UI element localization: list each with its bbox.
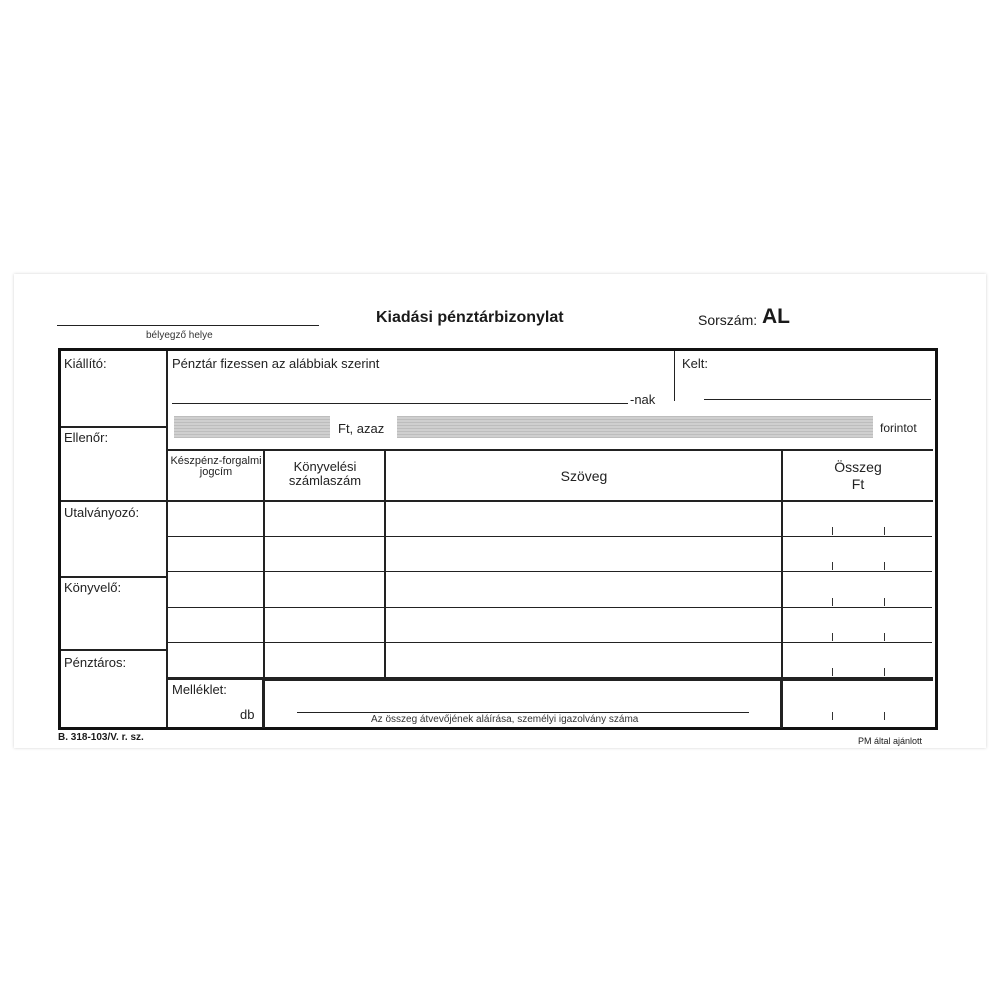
date-label: Kelt:: [682, 356, 709, 371]
amount-tick: [884, 562, 885, 570]
signature-area-right: [780, 678, 783, 728]
issuer-label: Kiállító:: [64, 356, 107, 371]
table-row-line: [168, 536, 932, 537]
amount-tick: [832, 712, 833, 720]
left-divider-2: [61, 500, 167, 502]
form-outer-frame: [58, 348, 938, 730]
date-box-divider: [674, 351, 675, 401]
amount-tick: [832, 598, 833, 606]
cash-voucher-form: [14, 274, 986, 748]
signature-caption: Az összeg átvevőjének aláírása, személyi igazolvány száma: [371, 714, 639, 725]
col-text-label: Szöveg: [560, 468, 608, 484]
cashier-label: Pénztáros:: [64, 655, 127, 670]
amount-tick: [884, 527, 885, 535]
amount-tick: [884, 633, 885, 641]
payee-suffix: -nak: [630, 392, 656, 407]
col-account-line1: Könyvelési: [293, 459, 357, 474]
payee-line: [172, 403, 628, 404]
signature-line: [297, 712, 749, 713]
stamp-line: [57, 325, 319, 326]
col-text-header: [386, 469, 782, 483]
amount-label: Ft, azaz: [338, 421, 385, 436]
left-divider-4: [61, 649, 167, 651]
col-account-line2: számlaszám: [288, 473, 362, 488]
col-amount-line1: Összeg: [834, 459, 882, 475]
form-code: B. 318-103/V. r. sz.: [58, 732, 144, 743]
table-header-border: [167, 500, 933, 502]
amount-words-suffix: forintot: [880, 421, 917, 435]
left-column-divider: [166, 351, 168, 727]
col-amount-header: [783, 459, 933, 493]
date-line: [704, 399, 931, 400]
form-title: Kiadási pénztárbizonylat: [376, 309, 564, 326]
col-cash-title-header: [170, 456, 262, 478]
serial-label: Sorszám:: [698, 312, 758, 328]
checker-label: Ellenőr:: [64, 430, 109, 445]
amount-tick: [832, 562, 833, 570]
left-divider-1: [61, 426, 167, 428]
amount-tick: [832, 527, 833, 535]
col-account-header: [266, 460, 384, 488]
amount-words-field[interactable]: [397, 416, 873, 438]
signature-area-top: [263, 678, 783, 681]
table-row-line: [168, 607, 932, 608]
col-amount-line2: Ft: [851, 476, 865, 492]
payment-instruction: Pénztár fizessen az alábbiak szerint: [172, 356, 380, 371]
left-divider-3: [61, 576, 167, 578]
bottom-section-top-left: [167, 678, 265, 680]
amount-tick: [884, 712, 885, 720]
amount-numeric-field[interactable]: [174, 416, 330, 438]
bookkeeper-label: Könyvelő:: [64, 580, 122, 595]
table-top-border: [167, 449, 933, 451]
attachment-unit: db: [240, 707, 255, 722]
recommendation-note: PM által ajánlott: [858, 736, 923, 746]
table-row-line: [168, 642, 932, 643]
table-row-line: [168, 571, 932, 572]
amount-tick: [884, 598, 885, 606]
col-divider-2: [384, 450, 386, 679]
attachment-label: Melléklet:: [172, 682, 227, 697]
col-cash-title-text: Készpénz-forgalmi jogcím: [170, 455, 262, 478]
stamp-place-label: bélyegző helye: [146, 330, 213, 341]
serial-value: AL: [762, 305, 790, 328]
amount-tick: [884, 668, 885, 676]
amount-tick: [832, 633, 833, 641]
amount-tick: [832, 668, 833, 676]
signature-area-left: [262, 678, 265, 728]
amount-total-top: [780, 678, 933, 681]
authorizer-label: Utalványozó:: [64, 505, 140, 520]
